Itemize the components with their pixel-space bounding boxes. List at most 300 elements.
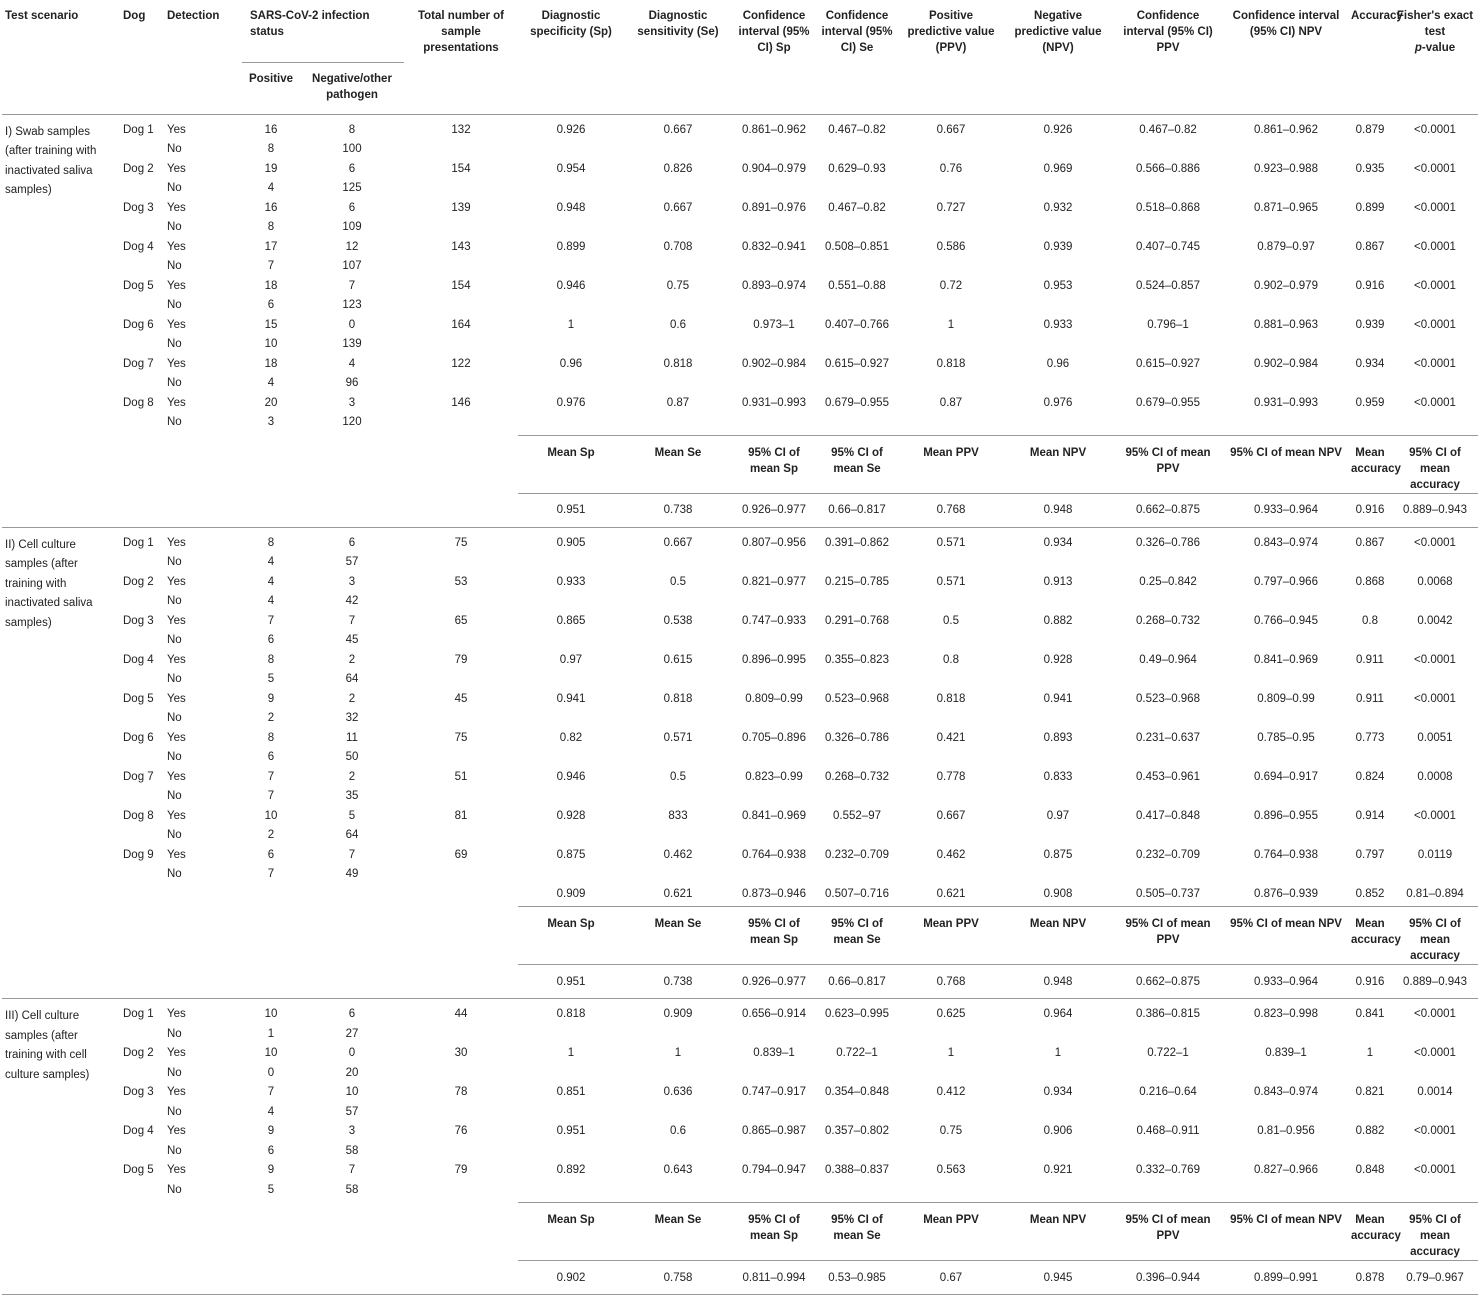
- stat-se: 0.538: [663, 614, 693, 627]
- empty-cell: [732, 1066, 816, 1086]
- stat-se: 0.667: [624, 527, 732, 555]
- empty-cell: [898, 789, 1004, 809]
- detection-no: No: [167, 751, 182, 763]
- empty-cell: [404, 376, 518, 396]
- count-no-pos: 4: [267, 595, 275, 607]
- empty-cell: [732, 142, 816, 162]
- count-no-neg: 64: [345, 829, 359, 841]
- table-row: [2, 337, 1478, 357]
- empty-cell: [164, 435, 242, 493]
- empty-cell: [242, 493, 300, 527]
- empty-cell: [1004, 672, 1112, 692]
- empty-cell: [120, 1105, 164, 1125]
- stat-ci-npv: 0.827–0.966: [1254, 1164, 1318, 1176]
- count-yes-pos: 8: [242, 527, 300, 555]
- table-row: [2, 1105, 1478, 1125]
- empty-cell: [1224, 259, 1348, 279]
- detection-yes: Yes: [167, 1164, 186, 1176]
- stat-ci-ppv: 0.453–0.961: [1136, 770, 1200, 783]
- empty-cell: [2, 731, 120, 751]
- stat-ci-se: 0.215–0.785: [825, 575, 889, 588]
- detection-yes: Yes: [167, 240, 186, 253]
- empty-cell: [120, 594, 164, 614]
- mean-ci-se: 0.66–0.817: [828, 975, 886, 988]
- empty-cell: [1392, 298, 1478, 318]
- table-row: [2, 396, 1478, 416]
- empty-cell: [1112, 1027, 1224, 1047]
- empty-cell: [624, 337, 732, 357]
- count-no-neg: 49: [345, 868, 359, 880]
- empty-cell: [404, 435, 518, 493]
- count-yes-pos: 4: [267, 575, 275, 588]
- detection-yes: Yes: [167, 614, 186, 627]
- count-yes-pos: 7: [267, 614, 275, 627]
- total-cell: 139: [451, 201, 471, 214]
- empty-cell: [1392, 867, 1478, 887]
- empty-cell: [732, 828, 816, 848]
- count-yes-pos: 16: [242, 114, 300, 142]
- stat-npv: 0.953: [1043, 279, 1073, 292]
- stat-se: 0.615: [663, 653, 693, 666]
- stat-ci-se: 0.291–0.768: [825, 614, 889, 627]
- empty-cell: [2, 965, 120, 999]
- empty-cell: [624, 181, 732, 201]
- stat-ci-se: 0.629–0.93: [828, 162, 886, 175]
- empty-cell: [732, 789, 816, 809]
- empty-cell: [816, 711, 898, 731]
- count-yes-neg: 2: [348, 653, 356, 666]
- scenario-title: III) Cell culture samples (after training with cell culture samples): [2, 999, 120, 1125]
- empty-cell: [120, 376, 164, 396]
- stat-ci-ppv: 0.615–0.927: [1136, 357, 1200, 370]
- empty-cell: [404, 1203, 518, 1261]
- empty-cell: [1004, 1066, 1112, 1086]
- mean-ci-npv: 0.933–0.964: [1254, 504, 1318, 516]
- empty-cell: [404, 493, 518, 527]
- mean-hdr-ci-acc: 95% CI of mean accuracy: [1392, 1203, 1478, 1261]
- empty-cell: [1224, 181, 1348, 201]
- empty-cell: [300, 907, 404, 965]
- empty-cell: [898, 750, 1004, 770]
- stat-ppv: 0.5: [943, 614, 959, 627]
- stat-ci-ppv: 0.49–0.964: [1139, 653, 1197, 666]
- empty-cell: [732, 1183, 816, 1203]
- empty-cell: [518, 337, 624, 357]
- mean-hdr-sp: Mean Sp: [518, 907, 624, 965]
- detection-no: No: [167, 1144, 182, 1157]
- mean-ppv: 0.768: [936, 504, 966, 516]
- stat-ci-se: 0.268–0.732: [825, 770, 889, 783]
- stat-npv: 0.976: [1043, 396, 1073, 409]
- empty-cell: [1348, 555, 1392, 575]
- empty-cell: [2, 240, 120, 260]
- detection-yes: Yes: [167, 279, 186, 292]
- count-no-pos: 7: [267, 868, 275, 880]
- empty-cell: [1112, 711, 1224, 731]
- stat-npv: 0.833: [1043, 770, 1073, 783]
- count-no-pos: 0: [267, 1066, 275, 1079]
- stat-p: <0.0001: [1414, 653, 1456, 666]
- extra-npv: 0.908: [1043, 887, 1073, 900]
- stat-sp: 0.96: [559, 357, 583, 370]
- empty-cell: [624, 1066, 732, 1086]
- table-row: [2, 711, 1478, 731]
- empty-cell: [898, 1183, 1004, 1203]
- empty-cell: [1112, 220, 1224, 240]
- empty-cell: [624, 672, 732, 692]
- empty-cell: [2, 887, 120, 907]
- stat-ci-sp: 0.839–1: [753, 1047, 795, 1059]
- table-row: [2, 809, 1478, 829]
- stat-ci-ppv: 0.231–0.637: [1136, 731, 1200, 744]
- stat-p: <0.0001: [1414, 1047, 1456, 1059]
- total-cell: 53: [454, 575, 468, 588]
- empty-cell: [1392, 142, 1478, 162]
- empty-cell: [1224, 1105, 1348, 1125]
- detection-yes: Yes: [167, 653, 186, 666]
- empty-cell: [732, 259, 816, 279]
- stat-ci-ppv: 0.722–1: [1147, 1047, 1189, 1059]
- col-ppv: Positive predictive value (PPV): [907, 10, 995, 54]
- table-row: [2, 279, 1478, 299]
- count-yes-neg: 8: [300, 114, 404, 142]
- detection-no: No: [167, 377, 182, 389]
- stat-sp: 0.954: [556, 162, 586, 175]
- detection-no: No: [167, 1027, 182, 1040]
- count-yes-pos: 15: [264, 318, 278, 331]
- table-row: [2, 1085, 1478, 1105]
- stat-npv: 0.893: [1043, 731, 1073, 744]
- empty-cell: [1392, 828, 1478, 848]
- empty-cell: [242, 1261, 300, 1295]
- empty-cell: [816, 789, 898, 809]
- mean-hdr-acc: Mean accuracy: [1348, 435, 1392, 493]
- table-row: [2, 357, 1478, 377]
- stat-ci-ppv: 0.467–0.82: [1112, 114, 1224, 142]
- table-row: [2, 1124, 1478, 1144]
- col-npv: Negative predictive value (NPV): [1014, 10, 1102, 54]
- dog-label: Dog 8: [123, 809, 154, 822]
- detection-no: No: [167, 338, 182, 350]
- empty-cell: [1004, 711, 1112, 731]
- dog-label: Dog 4: [123, 653, 154, 666]
- stat-ci-sp: 0.656–0.914: [732, 999, 816, 1027]
- stat-ci-se: 0.388–0.837: [825, 1164, 889, 1176]
- empty-cell: [1004, 750, 1112, 770]
- count-no-pos: 4: [267, 377, 275, 389]
- count-no-pos: 6: [267, 299, 275, 311]
- stat-se: 0.636: [663, 1086, 693, 1098]
- count-no-pos: 2: [267, 829, 275, 841]
- empty-cell: [404, 907, 518, 965]
- total-cell: 154: [451, 162, 471, 175]
- table-row: [2, 633, 1478, 653]
- empty-cell: [404, 789, 518, 809]
- mean-hdr-ci-ppv: 95% CI of mean PPV: [1112, 907, 1224, 965]
- count-no-neg: 50: [345, 751, 359, 763]
- detection-yes: Yes: [167, 396, 186, 409]
- empty-cell: [518, 672, 624, 692]
- empty-cell: [242, 887, 300, 907]
- empty-cell: [1392, 555, 1478, 575]
- empty-cell: [1004, 181, 1112, 201]
- mean-hdr-ci-se: 95% CI of mean Se: [816, 907, 898, 965]
- detection-yes: Yes: [164, 527, 242, 555]
- empty-cell: [242, 965, 300, 999]
- empty-cell: [898, 828, 1004, 848]
- col-accuracy: Accuracy: [1351, 10, 1403, 22]
- stat-sp: 1: [567, 318, 575, 331]
- stat-acc: 0.867: [1355, 240, 1385, 253]
- count-no-pos: 4: [267, 182, 275, 194]
- stat-sp: 0.875: [556, 848, 586, 861]
- table-header: [2, 0, 1478, 114]
- stat-acc: 0.899: [1355, 201, 1385, 214]
- stat-sp: 0.976: [556, 396, 586, 409]
- dog-label: Dog 3: [123, 201, 154, 214]
- table-row: [2, 415, 1478, 435]
- stat-p: <0.0001: [1414, 692, 1456, 705]
- empty-cell: [2, 789, 120, 809]
- mean-hdr-ci-npv: 95% CI of mean NPV: [1224, 1203, 1348, 1261]
- empty-cell: [518, 1183, 624, 1203]
- empty-cell: [404, 142, 518, 162]
- count-no-pos: 7: [267, 260, 275, 272]
- detection-yes: Yes: [167, 1125, 186, 1137]
- stat-sp: 0.928: [556, 809, 586, 822]
- empty-cell: [624, 711, 732, 731]
- stat-ppv: 0.818: [936, 357, 966, 370]
- empty-cell: [1392, 337, 1478, 357]
- empty-cell: [518, 555, 624, 575]
- empty-cell: [2, 653, 120, 673]
- detection-no: No: [167, 299, 182, 311]
- empty-cell: [120, 220, 164, 240]
- empty-cell: [2, 298, 120, 318]
- empty-cell: [300, 887, 404, 907]
- empty-cell: [624, 867, 732, 887]
- mean-ci-acc: 0.889–0.943: [1403, 975, 1467, 988]
- count-yes-pos: 16: [264, 201, 278, 214]
- stat-npv: 1: [1054, 1047, 1062, 1059]
- stat-p: <0.0001: [1414, 162, 1456, 175]
- empty-cell: [518, 750, 624, 770]
- count-no-neg: 100: [342, 143, 362, 155]
- table-row: [2, 1144, 1478, 1164]
- stat-p: 0.0042: [1417, 614, 1453, 627]
- col-se: Diagnostic sensitivity (Se): [637, 10, 719, 38]
- col-ci-npv: Confidence interval (95% CI) NPV: [1232, 10, 1340, 38]
- stat-p: <0.0001: [1414, 240, 1456, 253]
- table-body: [2, 114, 1478, 1295]
- empty-cell: [1004, 376, 1112, 396]
- stat-ci-sp: 0.809–0.99: [745, 692, 803, 705]
- col-negative: Negative/other pathogen: [312, 72, 392, 101]
- empty-cell: [404, 711, 518, 731]
- dog-label: Dog 1: [120, 527, 164, 555]
- count-yes-pos: 20: [264, 396, 278, 409]
- col-fisher: Fisher's exact test p-value: [1396, 10, 1474, 54]
- empty-cell: [1392, 1105, 1478, 1125]
- stat-se: 0.708: [663, 240, 693, 253]
- empty-cell: [404, 1027, 518, 1047]
- dog-label: Dog 8: [123, 396, 154, 409]
- empty-cell: [1004, 298, 1112, 318]
- detection-no: No: [167, 556, 182, 568]
- stat-ci-ppv: 0.407–0.745: [1136, 240, 1200, 253]
- stat-ppv: 1: [947, 1047, 955, 1059]
- extra-ci-sp: 0.873–0.946: [742, 887, 806, 900]
- empty-cell: [1348, 711, 1392, 731]
- empty-cell: [404, 1261, 518, 1295]
- count-no-pos: 6: [267, 634, 275, 646]
- empty-cell: [1004, 220, 1112, 240]
- empty-cell: [1392, 259, 1478, 279]
- empty-cell: [1004, 1183, 1112, 1203]
- table-row: [2, 162, 1478, 182]
- empty-cell: [1004, 867, 1112, 887]
- detection-yes: Yes: [167, 1086, 186, 1098]
- empty-cell: [816, 1066, 898, 1086]
- empty-cell: [2, 1203, 120, 1261]
- empty-cell: [1224, 828, 1348, 848]
- stat-acc: 0.773: [1355, 731, 1385, 744]
- empty-cell: [624, 555, 732, 575]
- col-ci-sp: Confidence interval (95% CI) Sp: [738, 10, 810, 54]
- empty-cell: [120, 181, 164, 201]
- detection-no: No: [167, 673, 182, 685]
- empty-cell: [164, 1203, 242, 1261]
- empty-cell: [816, 181, 898, 201]
- stat-ci-se: 0.467–0.82: [828, 201, 886, 214]
- col-total: Total number of sample presentations: [417, 10, 505, 54]
- detection-yes: Yes: [164, 999, 242, 1027]
- detection-no: No: [167, 260, 182, 272]
- col-sp: Diagnostic specificity (Sp): [530, 10, 612, 38]
- stat-ci-sp: 0.705–0.896: [742, 731, 806, 744]
- dog-label: Dog 2: [123, 162, 154, 175]
- stat-ci-se: 0.467–0.82: [816, 114, 898, 142]
- stat-ppv: 0.625: [898, 999, 1004, 1027]
- mean-hdr-se: Mean Se: [624, 1203, 732, 1261]
- empty-cell: [624, 828, 732, 848]
- mean-ci-ppv: 0.662–0.875: [1136, 975, 1200, 988]
- stat-acc: 0.911: [1356, 653, 1384, 666]
- count-yes-neg: 0: [348, 1047, 356, 1059]
- stat-npv: 0.875: [1043, 848, 1073, 861]
- empty-cell: [242, 435, 300, 493]
- stat-ppv: 0.586: [936, 240, 966, 253]
- stat-ci-npv: 0.931–0.993: [1254, 396, 1318, 409]
- stat-ci-npv: 0.896–0.955: [1254, 809, 1318, 822]
- empty-cell: [1224, 1144, 1348, 1164]
- empty-cell: [1224, 1066, 1348, 1086]
- stat-ci-se: 0.552–97: [833, 809, 881, 822]
- count-yes-neg: 10: [345, 1086, 359, 1098]
- stat-se: 0.6: [670, 318, 686, 331]
- empty-cell: [518, 594, 624, 614]
- empty-cell: [816, 220, 898, 240]
- scenario-title: II) Cell culture samples (after training with inactivated saliva samples): [2, 527, 120, 653]
- empty-cell: [2, 1261, 120, 1295]
- dog-label: Dog 7: [123, 770, 154, 783]
- table-row: [2, 653, 1478, 673]
- empty-cell: [2, 770, 120, 790]
- stat-sp: 0.865: [556, 614, 586, 627]
- stat-ci-npv: 0.861–0.962: [1224, 114, 1348, 142]
- count-yes-neg: 3: [348, 1125, 356, 1137]
- empty-cell: [1004, 1027, 1112, 1047]
- total-cell: 79: [454, 653, 468, 666]
- empty-cell: [1004, 594, 1112, 614]
- stat-ci-npv: 0.839–1: [1265, 1047, 1307, 1059]
- stat-se: 0.75: [666, 279, 690, 292]
- empty-cell: [732, 672, 816, 692]
- stat-ppv: 0.571: [898, 527, 1004, 555]
- count-no-pos: 5: [267, 673, 275, 685]
- empty-cell: [624, 415, 732, 435]
- count-yes-neg: 0: [348, 318, 356, 331]
- empty-cell: [1392, 594, 1478, 614]
- extra-ci-acc: 0.81–0.894: [1406, 887, 1464, 900]
- stat-ci-npv: 0.923–0.988: [1254, 162, 1318, 175]
- empty-cell: [898, 672, 1004, 692]
- empty-cell: [404, 1183, 518, 1203]
- detection-no: No: [167, 595, 182, 607]
- stat-ci-se: 0.679–0.955: [825, 396, 889, 409]
- mean-npv: 0.948: [1043, 975, 1073, 988]
- stat-p: <0.0001: [1414, 809, 1456, 822]
- empty-cell: [1348, 376, 1392, 396]
- table-row: [2, 867, 1478, 887]
- total-cell: 81: [454, 809, 468, 822]
- stat-ci-ppv: 0.796–1: [1147, 318, 1189, 331]
- table-row: [2, 828, 1478, 848]
- empty-cell: [404, 415, 518, 435]
- detection-yes: Yes: [167, 1047, 186, 1059]
- detection-no: No: [167, 712, 182, 724]
- empty-cell: [2, 907, 120, 965]
- mean-hdr-ppv: Mean PPV: [898, 907, 1004, 965]
- stat-ci-sp: 0.821–0.977: [742, 575, 806, 588]
- empty-cell: [1112, 181, 1224, 201]
- detection-no: No: [167, 868, 182, 880]
- mean-ci-acc: 0.889–0.943: [1403, 504, 1467, 516]
- empty-cell: [1112, 1144, 1224, 1164]
- stat-acc: 0.797: [1355, 848, 1385, 861]
- col-test-scenario: Test scenario: [5, 10, 79, 22]
- stat-npv: 0.964: [1004, 999, 1112, 1027]
- stat-sp: 1: [567, 1047, 575, 1059]
- stat-ci-npv: 0.764–0.938: [1254, 848, 1318, 861]
- count-no-neg: 109: [342, 221, 362, 233]
- stat-ci-ppv: 0.326–0.786: [1112, 527, 1224, 555]
- stat-acc: 0.935: [1355, 162, 1385, 175]
- empty-cell: [1348, 415, 1392, 435]
- empty-cell: [164, 887, 242, 907]
- empty-cell: [518, 298, 624, 318]
- empty-cell: [1392, 789, 1478, 809]
- empty-cell: [518, 220, 624, 240]
- count-no-neg: 58: [345, 1144, 359, 1157]
- table-row: [2, 731, 1478, 751]
- count-no-pos: 6: [267, 751, 275, 763]
- empty-cell: [300, 435, 404, 493]
- empty-cell: [404, 298, 518, 318]
- mean-ci-sp: 0.926–0.977: [742, 975, 806, 988]
- extra-ci-se: 0.507–0.716: [825, 887, 889, 900]
- table-row: [2, 1046, 1478, 1066]
